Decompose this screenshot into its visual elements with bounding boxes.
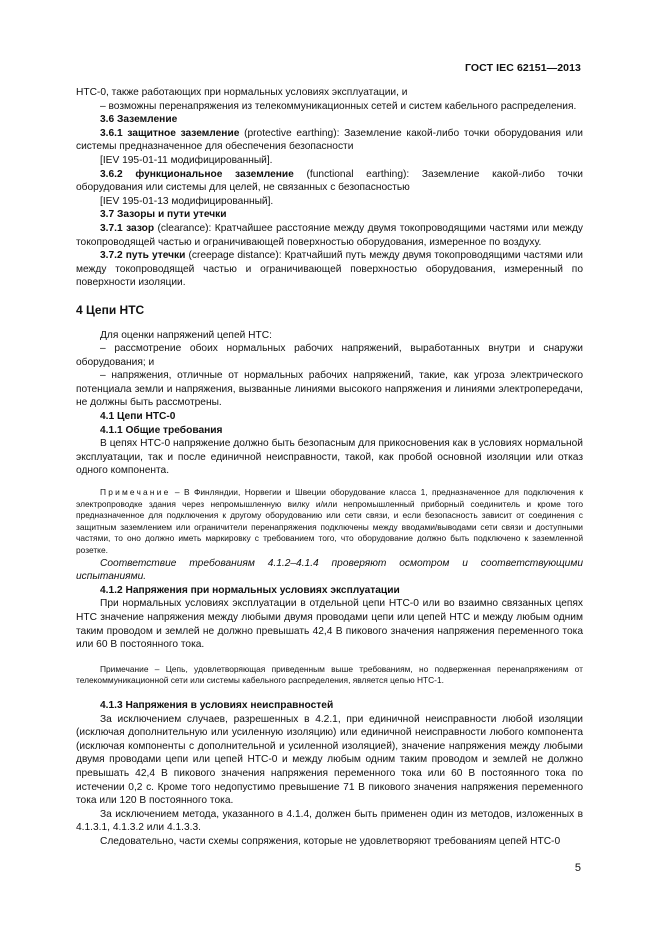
reference: [IEV 195-01-13 модифицированный]. — [100, 195, 274, 207]
note: Примечание – Цепь, удовлетворяющая приведенным выше требованиям, но подверженная перенапряжениям от телекоммуникационной сети или системы кабельного распределения, является цепью НТС-1. — [76, 663, 583, 686]
paragraph: Для оценки напряжений цепей НТС: — [100, 329, 272, 341]
term: 3.6.2 функциональное заземление — [100, 168, 294, 180]
subsection-heading: 4.1.3 Напряжения в условиях неисправностей — [100, 699, 334, 711]
compliance-statement: Соответствие требованиям 4.1.2–4.1.4 проверяют осмотром и соответствующими испытаниями. — [76, 557, 583, 583]
term: 3.6.1 защитное заземление — [100, 127, 240, 139]
paragraph: За исключением случаев, разрешенных в 4.2.1, при единичной неисправности любой изоляции (исключая дополнительную или усиленную изоляцию) или единичной неисправности любого компонента (исключая компоненты с дополнительной и усиленной изоляцией), значение напряжения между любыми двумя проводами цепи или цепей НТС-0 и между любым одним таким проводом и землей не должно превышать 42,4 В пикового значения напряжения переменного тока или 60 В постоянного тока по истечении 0,2 с. Кроме того недопустимо превышение 71 В пикового значения напряжения переменного тока или 120 В постоянного тока. — [76, 713, 583, 807]
term: 3.7.2 путь утечки — [100, 250, 186, 262]
chapter-heading: 4 Цепи НТС — [76, 302, 145, 317]
note-text: – В Финляндии, Норвегии и Швеции оборудование класса 1, предназначенное для подключения к электропроводке здания через непромышленную вилку и/или непромышленный приборный соединитель и кроме того предназначенное для подключения к другому оборудованию или сети связи, и если безопасность зависит от соединения с защитным заземлением или ограничители перенапряжения подключены между вводами/выводами сети связи и доступными частями, то оно должно иметь маркировку с требованием того, что оборудование должно быть подключено к заземленной розетке. — [76, 487, 583, 555]
definition-paragraph — [76, 222, 583, 249]
list-item: – рассмотрение обоих нормальных рабочих напряжений, выработанных внутри и снаружи оборудования; и — [76, 343, 583, 368]
paragraph: НТС-0, также работающих при нормальных условиях эксплуатации, и — [76, 87, 408, 98]
definition-paragraph — [76, 249, 583, 290]
spacer — [76, 478, 583, 487]
definition-text: (clearance): Кратчайшее расстояние между двумя токопроводящими частями или между токопроводящей частью и ограничивающей поверхностью оборудования, измеренное по воздуху. — [76, 222, 583, 248]
term: 3.7.1 зазор — [100, 222, 155, 234]
standard-header: ГОСТ IEC 62151—2013 — [464, 62, 581, 74]
definition-text: (protective earthing): Заземление какой-либо точки оборудования или системы предназначенное для обеспечения безопасности — [76, 127, 583, 153]
document-body — [76, 86, 583, 848]
definition-paragraph — [76, 127, 583, 154]
paragraph: При нормальных условиях эксплуатации в отдельной цепи НТС-0 или во взаимно связанных цепях НТС значение напряжения между любыми двумя проводами цепи или цепей НТС и между любым одним таким проводом и землей не должно превышать 42,4 В пикового значения напряжения переменного тока или 60 В постоянного тока. — [76, 598, 583, 651]
note — [76, 487, 583, 557]
paragraph: За исключением метода, указанного в 4.1.4, должен быть применен один из методов, изложенных в 4.1.3.1, 4.1.3.2 или 4.1.3.3. — [76, 808, 583, 834]
subsection-heading: 4.1.1 Общие требования — [100, 424, 223, 436]
note-label: Примечание — [100, 487, 171, 498]
spacer — [76, 687, 583, 699]
section-heading: 3.7 Зазоры и пути утечки — [100, 209, 227, 221]
section-heading: 3.6 Заземление — [100, 114, 178, 126]
definition-text: (creepage distance): Кратчайший путь между двумя токопроводящими частями или между токопроводящей частью и ограничивающей поверхностью оборудования, измеренный по поверхности изоляции. — [76, 250, 583, 289]
paragraph: Следовательно, части схемы сопряжения, которые не удовлетворяют требованиям цепей НТС-0 — [100, 835, 561, 847]
subsection-heading: 4.1.2 Напряжения при нормальных условиях эксплуатации — [100, 584, 400, 596]
definition-paragraph — [76, 168, 583, 195]
spacer — [76, 652, 583, 664]
paragraph: В цепях НТС-0 напряжение должно быть безопасным для прикосновения как в условиях нормальной эксплуатации, так и после единичной неисправности, такой, как пробой основной изоляции или отказ одного компонента. — [76, 438, 583, 477]
list-item: – возможны перенапряжения из телекоммуникационных сетей и систем кабельного распределения. — [100, 100, 577, 112]
section-heading: 4.1 Цепи НТС-0 — [100, 411, 176, 423]
definition-text: (functional earthing): Заземление какой-либо точки оборудования или системы для целей, не связанных с безопасностью — [76, 168, 583, 194]
page-number: 5 — [574, 862, 581, 874]
reference: [IEV 195-01-11 модифицированный]. — [100, 154, 273, 166]
list-item: – напряжения, отличные от нормальных рабочих напряжений, такие, как угроза электрического потенциала земли и напряжения, вызванные линиями высокого напряжения и линиями электропередачи, не должны быть рассмотрены. — [76, 370, 583, 409]
